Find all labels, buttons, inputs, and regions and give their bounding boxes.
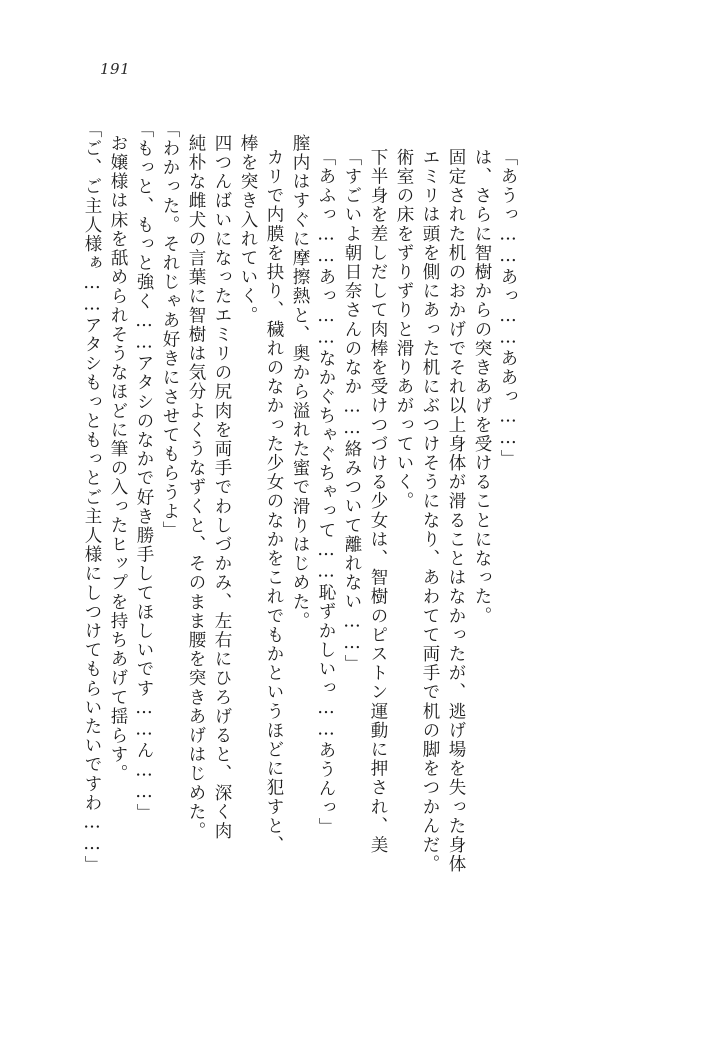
text-column: 下半身を差しだして肉棒を受けつづける少女は、智樹のピストン運動に押され、美 bbox=[368, 148, 388, 855]
text-column: エミリは頭を側にあった机にぶつけそうになり、あわてて両手で机の脚をつかんだ。 bbox=[420, 148, 440, 874]
text-column: 「あふっ……あっ……なかぐちゃぐちゃって……恥ずかしいっ……あうんっ」 bbox=[316, 148, 336, 837]
text-column: カリで内膜を抉り、穢れのなかった少女のなかをこれでもかというほどに犯すと、 bbox=[264, 148, 284, 855]
text-column: 「わかった。それじゃあ好きにさせてもらうよ」 bbox=[160, 120, 180, 541]
text-column: 「あうっ……あっ……ああっ……」 bbox=[498, 148, 518, 469]
vertical-text-body bbox=[74, 120, 634, 1000]
text-column: 純朴な雌犬の言葉に智樹は気分よくうなずくと、そのまま腰を突きあげはじめた。 bbox=[186, 134, 206, 841]
page-number: 191 bbox=[100, 60, 131, 78]
text-column: 膣内はすぐに摩擦熱と、奥から溢れた蜜で滑りはじめた。 bbox=[290, 134, 310, 631]
text-column: 術室の床をずりずりと滑りあがっていく。 bbox=[394, 148, 414, 511]
text-column: は、さらに智樹からの突きあげを受けることになった。 bbox=[472, 148, 492, 626]
text-column: 「もっと、もっと強く……アタシのなかで好き勝手してほしいです……ん……」 bbox=[134, 120, 154, 823]
text-column: 固定された机のおかげでそれ以上身体が滑ることはなかったが、逃げ場を失った身体 bbox=[446, 148, 466, 874]
text-column: 「ご、ご主人様ぁ……アタシもっともっとご主人様にしつけてもらいたいですわ……」 bbox=[82, 120, 102, 875]
text-column: 「すごいよ朝日奈さんのなか……絡みついて離れない……」 bbox=[342, 148, 362, 674]
text-column: お嬢様は床を舐められそうなほどに筆の入ったヒップを持ちあげて揺らす。 bbox=[108, 134, 128, 784]
text-column: 棒を突き入れていく。 bbox=[238, 134, 258, 325]
text-column: 四つんばいになったエミリの尻肉を両手でわしづかみ、左右にひろげると、深く肉 bbox=[212, 134, 232, 841]
